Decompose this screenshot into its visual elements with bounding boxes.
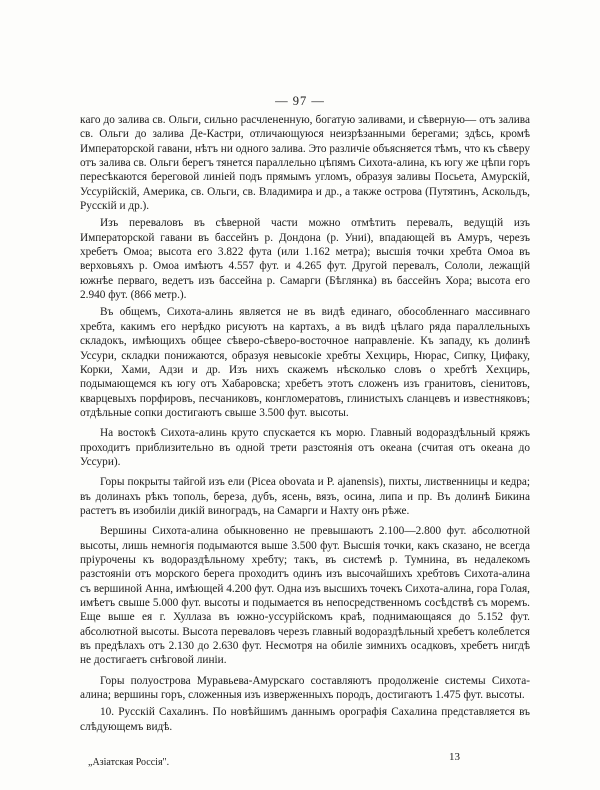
signature-mark: 13 [449,751,460,763]
paragraph: 10. Русскій Сахалинъ. По новѣйшимъ даннымъ орографія Сахалина представляется въ слѣдующемъ видѣ. [80,706,530,733]
page-number: — 97 — [275,94,325,108]
paragraph: На востокѣ Сихота-алинь круто спускается къ морю. Главный водораздѣльный кряжъ проходитъ приблизительно въ одной трети разстоянія отъ океана (считая отъ океана до Уссури). [80,427,530,468]
footer-source-title: „Азіатская Россія". [88,757,170,768]
paragraph: Горы покрыты тайгой изъ ели (Picea obovata и P. ajanensis), пихты, лиственницы и кедра; въ долинахъ рѣкъ тополь, береза, дубъ, ясень, вязъ, осина, липа и пр. Въ долинѣ Бикина растетъ въ изобиліи дикій виноградъ, на Самарги и Нахту онъ рѣже. [80,476,530,517]
body-text [80,113,530,740]
paragraph: кaго до залива св. Ольги, сильно расчлененную, богатую заливами, и сѣверную— отъ залива св. Ольги до залива Де-Кастри, отличающуюся неизрѣзанными берегами; здѣсь, кромѣ Императорской гавани, нѣтъ ни одного залива. Это различіе объясняется тѣмъ, что къ сѣверу отъ залива св. Ольги берегъ тянется параллельно цѣпямъ Сихота-алина, къ югу же цѣпи горъ пересѣкаются береговой линіей подъ прямымъ угломъ, образуя заливы Посьета, Амурскій, Уссурійскій, Америка, св. Ольги, св. Владимира и др., а также острова (Путятинъ, Аскольдъ, Русскій и др.). [80,114,530,213]
paragraph: Изъ переваловъ въ сѣверной части можно отмѣтить перевалъ, ведущій изъ Императорской гавани въ бассейнъ р. Дондона (р. Униі), впадающей въ Амуръ, черезъ хребетъ Омоа; высота его 3.822 фута (или 1.162 метра); высшія точки хребта Омоа въ верховьяхъ р. Омоа имѣютъ 4.557 фут. и 4.265 фут. Другой перевалъ, Сололи, лежащій южнѣе перваго, ведетъ изъ бассейна р. Самарги (Бѣглянка) въ бассейнъ Хора; высота его 2.940 фут. (866 метр.). [80,217,530,302]
paragraph: Вершины Сихота-алина обыкновенно не превышаютъ 2.100—2.800 фут. абсолютной высоты, лишь немногія подымаются выше 3.500 фут. Высшія точки, какъ сказано, не всегда пріурочены къ водораздѣльному хребту; такъ, въ системѣ р. Тумнина, въ недалекомъ разстояніи отъ морского берега проходитъ одинъ изъ высочайшихъ хребтовъ Сихота-алина съ вершиной Анна, имѣющей 4.200 фут. Одна изъ высшихъ точекъ Сихота-алина, гора Голая, имѣетъ свыше 5.000 фут. высоты и подымается въ непосредственномъ сосѣдствѣ съ моремъ. Еще выше ея г. Хуллаза въ южно-уссурійскомъ краѣ, поднимающаяся до 5.152 фут. абсолютной высоты. Высота переваловъ черезъ главный водораздѣльный хребетъ колеблется въ предѣлахъ отъ 2.130 до 2.630 фут. Несмотря на обиліе зимнихъ осадковъ, хребетъ нигдѣ не достигаетъ снѣговой линіи. [80,525,530,667]
paragraph: Въ общемъ, Сихота-алинь является не въ видѣ единаго, обособленнаго массивнаго хребта, какимъ его нерѣдко рисуютъ на картахъ, а въ видѣ цѣлаго ряда параллельныхъ складокъ, имѣющихъ общее сѣверо-сѣверо-восточное направленіе. Къ западу, къ долинѣ Уссури, складки понижаются, образуя невысокіе хребты Хехцирь, Нюрас, Сипку, Цифаку, Корки, Хами, Адзи и др. Изъ нихъ скажемъ нѣсколько словъ о хребтѣ Хехцирь, подымающемся къ югу отъ Хабаровска; хребетъ этотъ сложенъ изъ гранитовъ, сіенитовъ, кварцевыхъ порфировъ, песчаниковъ, конгломератовъ, глинистыхъ сланцевъ и известняковъ; отдѣльные сопки достигаютъ свыше 3.500 фут. высоты. [80,306,530,419]
paragraph: Горы полуострова Муравьева-Амурскаго составляютъ продолженіе системы Сихота-алина; вершины горъ, сложенныя изъ изверженныхъ породъ, достигаютъ 1.475 фут. высоты. [80,674,530,702]
